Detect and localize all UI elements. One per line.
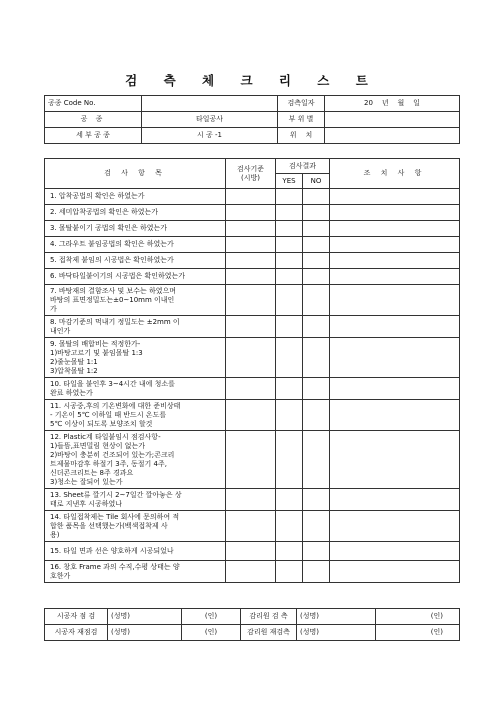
check-item: 6. 바닥타일붙이기의 시공법은 확인하였는가 bbox=[45, 269, 226, 285]
contractor-check-label: 시공자 점 검 bbox=[45, 609, 108, 625]
no-cell[interactable] bbox=[303, 189, 330, 205]
contractor-name-field[interactable]: (성명) bbox=[108, 625, 182, 641]
work-label: 공 종 bbox=[45, 112, 142, 128]
check-item: 1. 압착공법의 확인은 하였는가 bbox=[45, 189, 226, 205]
yes-cell[interactable] bbox=[276, 221, 303, 237]
action-cell[interactable] bbox=[330, 542, 460, 561]
check-item: 16. 창호 Frame 과의 수직,수평 상태는 양 호한가 bbox=[45, 561, 226, 583]
standard-cell[interactable] bbox=[226, 338, 276, 378]
action-cell[interactable] bbox=[330, 205, 460, 221]
check-item: 12. Plastic계 타일붙임시 점검사항- 1)들뜸,표면밀림 현상이 없는가 2)바탕이 충분히 건조되어 있는가;콘크리 트제물마감후 하절기 3주, 동절기 4주, 신더콘크리트는 8주 경과요 3)청소는 잘되어 있는가 bbox=[45, 431, 226, 489]
action-cell[interactable] bbox=[330, 431, 460, 489]
action-cell[interactable] bbox=[330, 489, 460, 511]
yes-cell[interactable] bbox=[276, 338, 303, 378]
signature-table bbox=[44, 608, 460, 641]
standard-cell[interactable] bbox=[226, 285, 276, 316]
no-header: NO bbox=[303, 174, 330, 189]
check-item: 4. 그라우트 붙임공법의 확인은 하였는가 bbox=[45, 237, 226, 253]
standard-cell[interactable] bbox=[226, 189, 276, 205]
no-cell[interactable] bbox=[303, 285, 330, 316]
yes-cell[interactable] bbox=[276, 378, 303, 400]
standard-cell[interactable] bbox=[226, 431, 276, 489]
yes-cell[interactable] bbox=[276, 316, 303, 338]
action-cell[interactable] bbox=[330, 221, 460, 237]
action-cell[interactable] bbox=[330, 400, 460, 431]
supervisor-check-label: 감리원 검 측 bbox=[241, 609, 297, 625]
standard-cell[interactable] bbox=[226, 237, 276, 253]
check-item: 3. 몰탈붙이기 공법의 확인은 하였는가 bbox=[45, 221, 226, 237]
standard-cell[interactable] bbox=[226, 542, 276, 561]
check-item: 9. 몰탈의 배합비는 적정한가- 1)바탕고르기 및 붙임몰탈 1:3 2)줄눈몰탈 1:1 3)압착몰탈 1:2 bbox=[45, 338, 226, 378]
date-value[interactable]: 20 년 월 일 bbox=[325, 96, 460, 112]
contractor-recheck-label: 시공자 재점검 bbox=[45, 625, 108, 641]
standard-header: 검사기준 (시방) bbox=[226, 159, 276, 189]
yes-cell[interactable] bbox=[276, 489, 303, 511]
dept-value[interactable] bbox=[325, 112, 460, 128]
page-title: 검 측 체 크 리 스 트 bbox=[125, 73, 379, 88]
items-header: 검 사 항 목 bbox=[45, 159, 226, 189]
check-item: 14. 타일접착제는 Tile 회사에 문의하여 적 합한 품목을 선택했는가(백색접착제 사 용) bbox=[45, 511, 226, 542]
no-cell[interactable] bbox=[303, 237, 330, 253]
action-header: 조 치 사 항 bbox=[330, 159, 460, 189]
no-cell[interactable] bbox=[303, 561, 330, 583]
no-cell[interactable] bbox=[303, 431, 330, 489]
contractor-seal-field[interactable]: (인) bbox=[182, 609, 241, 625]
yes-cell[interactable] bbox=[276, 269, 303, 285]
result-header: 검사결과 bbox=[276, 159, 330, 174]
action-cell[interactable] bbox=[330, 511, 460, 542]
no-cell[interactable] bbox=[303, 542, 330, 561]
no-cell[interactable] bbox=[303, 253, 330, 269]
standard-cell[interactable] bbox=[226, 316, 276, 338]
supervisor-recheck-label: 감리원 재검측 bbox=[241, 625, 297, 641]
yes-header: YES bbox=[276, 174, 303, 189]
loc-label: 위 치 bbox=[278, 128, 325, 144]
action-cell[interactable] bbox=[330, 285, 460, 316]
action-cell[interactable] bbox=[330, 189, 460, 205]
standard-cell[interactable] bbox=[226, 221, 276, 237]
standard-cell[interactable] bbox=[226, 378, 276, 400]
supervisor-name-field[interactable]: (성명) bbox=[297, 609, 376, 625]
contractor-name-field[interactable]: (성명) bbox=[108, 609, 182, 625]
header-table bbox=[44, 95, 460, 144]
yes-cell[interactable] bbox=[276, 189, 303, 205]
sub-value[interactable]: 시 공 -1 bbox=[142, 128, 278, 144]
checklist-table bbox=[44, 158, 460, 583]
no-cell[interactable] bbox=[303, 316, 330, 338]
no-cell[interactable] bbox=[303, 378, 330, 400]
no-cell[interactable] bbox=[303, 269, 330, 285]
standard-cell[interactable] bbox=[226, 511, 276, 542]
standard-cell[interactable] bbox=[226, 253, 276, 269]
code-value[interactable] bbox=[142, 96, 278, 112]
supervisor-name-field[interactable]: (성명) bbox=[297, 625, 376, 641]
action-cell[interactable] bbox=[330, 378, 460, 400]
sub-label: 세 부 공 종 bbox=[45, 128, 142, 144]
action-cell[interactable] bbox=[330, 269, 460, 285]
action-cell[interactable] bbox=[330, 338, 460, 378]
yes-cell[interactable] bbox=[276, 205, 303, 221]
standard-cell[interactable] bbox=[226, 205, 276, 221]
action-cell[interactable] bbox=[330, 561, 460, 583]
check-item: 8. 마감기준의 먹내기 정밀도는 ±2mm 이 내인가 bbox=[45, 316, 226, 338]
yes-cell[interactable] bbox=[276, 561, 303, 583]
dept-label: 부 위 별 bbox=[278, 112, 325, 128]
standard-cell[interactable] bbox=[226, 489, 276, 511]
no-cell[interactable] bbox=[303, 338, 330, 378]
yes-cell[interactable] bbox=[276, 431, 303, 489]
no-cell[interactable] bbox=[303, 489, 330, 511]
no-cell[interactable] bbox=[303, 205, 330, 221]
standard-cell[interactable] bbox=[226, 269, 276, 285]
date-label: 검측일자 bbox=[278, 96, 325, 112]
supervisor-seal-field[interactable]: (인) bbox=[376, 625, 460, 641]
supervisor-seal-field[interactable]: (인) bbox=[376, 609, 460, 625]
no-cell[interactable] bbox=[303, 221, 330, 237]
yes-cell[interactable] bbox=[276, 237, 303, 253]
check-item: 5. 접착제 붙임의 시공법은 확인하였는가 bbox=[45, 253, 226, 269]
contractor-seal-field[interactable]: (인) bbox=[182, 625, 241, 641]
standard-cell[interactable] bbox=[226, 400, 276, 431]
yes-cell[interactable] bbox=[276, 511, 303, 542]
check-item: 15. 타일 면과 선은 양호하게 시공되었나 bbox=[45, 542, 226, 561]
action-cell[interactable] bbox=[330, 253, 460, 269]
check-item: 2. 세미압착공법의 확인은 하였는가 bbox=[45, 205, 226, 221]
check-item: 13. Sheet류 깔기시 2~7일간 깔아놓은 상 태로 지낸후 시공하였나 bbox=[45, 489, 226, 511]
check-item: 7. 바탕재의 결함조사 및 보수는 하였으며 바탕의 표면정밀도는±0~10mm 이내인 가 bbox=[45, 285, 226, 316]
action-cell[interactable] bbox=[330, 237, 460, 253]
no-cell[interactable] bbox=[303, 511, 330, 542]
yes-cell[interactable] bbox=[276, 253, 303, 269]
code-label: 공종 Code No. bbox=[45, 96, 142, 112]
loc-value[interactable] bbox=[325, 128, 460, 144]
no-cell[interactable] bbox=[303, 400, 330, 431]
check-item: 10. 타일을 붙인후 3~4시간 내에 청소를 완료 하였는가 bbox=[45, 378, 226, 400]
yes-cell[interactable] bbox=[276, 285, 303, 316]
action-cell[interactable] bbox=[330, 316, 460, 338]
check-item: 11. 시공중,후의 기온변화에 대한 준비상태 - 기온이 5℃ 이하일 때 반드시 온도를 5℃ 이상이 되도록 보양조치 할것 bbox=[45, 400, 226, 431]
yes-cell[interactable] bbox=[276, 542, 303, 561]
work-value[interactable]: 타일공사 bbox=[142, 112, 278, 128]
yes-cell[interactable] bbox=[276, 400, 303, 431]
standard-cell[interactable] bbox=[226, 561, 276, 583]
